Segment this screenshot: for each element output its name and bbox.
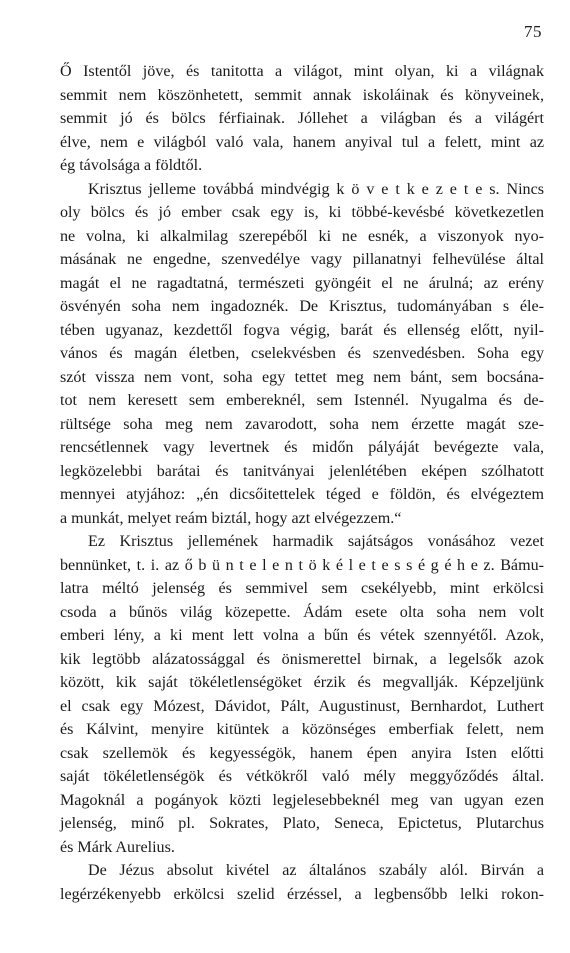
text-line: el csak egy Mózest, Dávidot, Pált, Augustinust, Bernhardot, Luthert	[60, 697, 544, 715]
text-line: Ő Istentől jöve, és tanitotta a világot, mint olyan, ki a világnak	[60, 63, 544, 80]
text-line: vános és magán életben, cselekvésben és szenvedésben. Soha egy	[60, 345, 544, 362]
text-line: magát el ne ragadtatná, természeti gyöngéit el ne árulná; az erény	[60, 274, 544, 292]
text-line: legérzékenyebb erkölcsi szelid érzéssel, a legbensőbb lelki rokon-	[60, 885, 544, 903]
text-line: mennyei atyjához: „én dicsőitettelek téged e földön, és elvégeztem	[60, 486, 544, 503]
text-line: csak szellemök és kegyességök, hanem épen anyira Isten előtti	[60, 744, 544, 762]
text-line: Ez Krisztus jellemének harmadik sajátságos vonásához vezet	[88, 533, 544, 550]
text-line: szót vissza nem vont, soha egy tettet meg nem bánt, sem bocsána-	[60, 368, 544, 386]
text-line: ne volna, ki alkalmilag szerepéből ki ne esnék, a viszonyok nyo-	[60, 227, 544, 245]
text-line: kik legtöbb alázatossággal és önismerettel birnak, a legelsők azok	[60, 650, 544, 668]
text-line: semmit jó és bölcs férfiainak. Jóllehet a világban és a világért	[60, 110, 544, 127]
text-line: tében ugyanaz, kezdettől fogva végig, barát és ellenség előtt, nyil-	[60, 321, 544, 339]
text-line: és Márk Aurelius.	[60, 838, 175, 856]
text-line: emberi lény, a ki ment lett volna a bűn és vétek szennyétől. Azok,	[60, 627, 544, 644]
text-line: a munkát, melyet reám biztál, hogy azt elvégezzem.“	[60, 509, 402, 527]
text-line: Krisztus jelleme továbbá mindvégig k ö v e t k e z e t e s. Nincs	[88, 180, 544, 198]
text-line: között, kik saját tökéletlenségöket érzik és megvallják. Képzeljünk	[60, 674, 544, 691]
text-line: bennünket, t. i. az ő b ü n t e l e n t ö k é l e t e s s é g é h e z. Bámu-	[60, 556, 544, 574]
text-line: csoda a bűnös világ közepette. Ádám esete olta soha nem volt	[60, 603, 544, 621]
text-line: rültsége soha meg nem zavarodott, soha nem érzette magát sze-	[60, 415, 544, 433]
paragraph	[60, 178, 544, 531]
text-line: latra méltó jelenség és semmivel sem csekélyebb, mint erkölcsi	[60, 580, 544, 597]
text-line: élve, nem e világból való vala, hanem anyival tul a felett, mint az	[60, 133, 544, 151]
text-line: jelenség, minő pl. Sokrates, Plato, Seneca, Epictetus, Plutarchus	[60, 815, 544, 832]
body-text	[60, 60, 544, 906]
paragraph	[60, 859, 544, 906]
paragraph	[60, 530, 544, 859]
text-line: tot nem keresett sem embereknél, sem Istennél. Nyugalma és de-	[60, 392, 544, 409]
text-line: legközelebbi barátai és tanitványai jelenlétében eképen szólhatott	[60, 462, 544, 480]
page-number: 75	[524, 22, 542, 41]
text-line: Magoknál a pogányok közti legjelesebbeknél meg van ugyan ezen	[60, 791, 544, 809]
text-line: ég távolsága a földtől.	[60, 157, 203, 174]
text-line: másának ne engedne, szenvedélye vagy pillanatnyi felhevülése által	[60, 251, 544, 268]
text-line: rencsétlennek vagy levertnek és midőn pályáját bevégezte vala,	[60, 439, 544, 456]
text-line: ösvényén soha nem ingadoznék. De Krisztus, tudományában s éle-	[60, 298, 544, 315]
text-line: semmit nem köszönhetett, semmit annak iskoláinak és könyveinek,	[60, 86, 544, 104]
text-line: oly bölcs és jó ember csak egy is, ki többé-kevésbé következetlen	[60, 204, 544, 221]
paragraph	[60, 60, 544, 178]
text-line: és Kálvint, menyire kitüntek a közönséges emberfiak felett, nem	[60, 721, 544, 738]
text-line: De Jézus absolut kivétel az általános szabály alól. Birván a	[88, 862, 544, 879]
text-line: saját tökéletlenségök és vétkökről való mély meggyőződés által.	[60, 768, 544, 785]
